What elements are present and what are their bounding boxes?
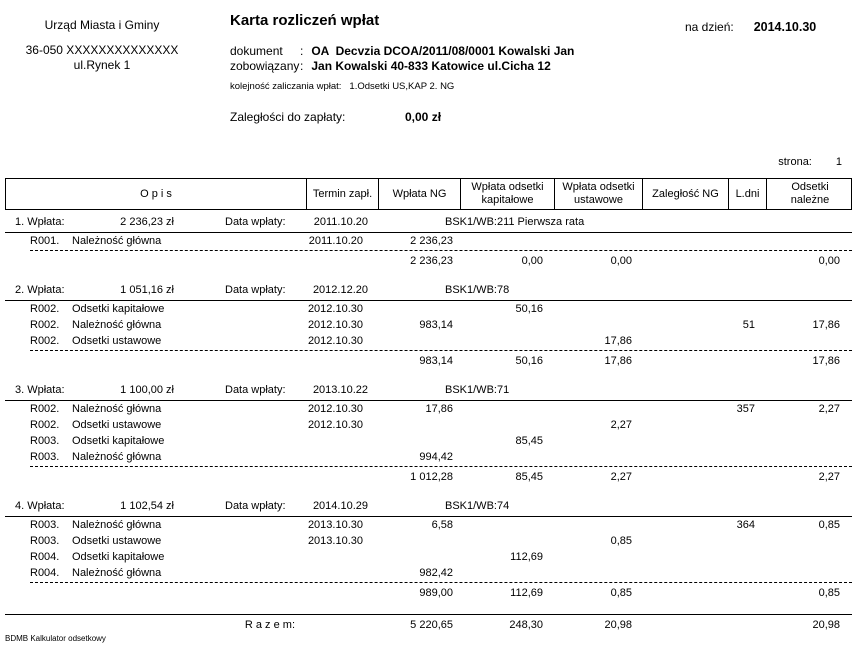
payment-number: 2. Wpłata: (15, 284, 65, 296)
settlement-row (5, 517, 852, 533)
cell-zaleglosc-ng (642, 517, 728, 533)
cell-wplata-ng (378, 417, 460, 433)
cell-odsetki-kapitalowe: 112,69 (510, 551, 543, 563)
col-header-odsetki-nalezne (767, 179, 853, 209)
cell-odsetki-nalezne (766, 533, 852, 549)
cell-wplata-ng: 6,58 (431, 519, 453, 531)
cell-opis (5, 565, 306, 581)
settlement-row (5, 333, 852, 349)
col-header-wplata-odsetki-ustawowe: Wpłata odsetki ustawowe (555, 179, 643, 209)
installment-code: R003. (30, 451, 60, 463)
installment-code: R002. (30, 403, 60, 415)
cell-odsetki-ustawowe: 0,00 (610, 255, 632, 267)
installment-desc: Należność główna (72, 519, 162, 531)
dashed-separator (30, 466, 852, 467)
obligor-label: zobowiązany (230, 59, 300, 73)
allocation-order-label: kolejność zaliczania wpłat: (230, 81, 342, 92)
payment-amount: 1 102,54 zł (120, 500, 174, 512)
cell-opis (5, 449, 306, 465)
settlement-row (5, 449, 852, 465)
cell-odsetki-kapitalowe (460, 449, 554, 465)
grand-total-row (5, 615, 852, 635)
installment-code: R002. (30, 419, 60, 431)
cell-zaleglosc-ng (642, 585, 728, 601)
cell-odsetki-ustawowe (554, 301, 642, 317)
payment-date-label: Data wpłaty: (225, 216, 286, 228)
settlement-table (5, 178, 852, 635)
cell-odsetki-kapitalowe (460, 333, 554, 349)
installment-code: R003. (30, 535, 60, 547)
arrears-label: Zaległości do zapłaty: (230, 110, 346, 124)
arrears-line (230, 110, 570, 124)
cell-odsetki-ustawowe (554, 549, 642, 565)
document-label: dokument (230, 44, 283, 58)
cell-ldni (728, 469, 766, 485)
section-subtotal-row (5, 585, 852, 601)
payment-bank-doc: BSK1/WB:211 Pierwsza rata (445, 216, 585, 228)
payment-header-row (5, 283, 852, 301)
installment-desc: Należność główna (72, 403, 162, 415)
cell-odsetki-nalezne (766, 233, 852, 249)
cell-wplata-ng: 994,42 (419, 451, 453, 463)
cell-wplata-ng: 2 236,23 (410, 255, 453, 267)
settlement-row (5, 301, 852, 317)
payment-date: 2013.10.22 (312, 384, 368, 396)
table-header-row (5, 178, 852, 210)
installment-desc: Należność główna (72, 451, 162, 463)
cell-zaleglosc-ng (642, 233, 728, 249)
page-number-value: 1 (835, 156, 842, 168)
payment-bank-doc: BSK1/WB:74 (445, 500, 510, 512)
office-address-block (8, 18, 196, 73)
cell-odsetki-ustawowe: 17,86 (604, 355, 632, 367)
cell-opis (5, 433, 306, 449)
cell-odsetki-kapitalowe (460, 417, 554, 433)
cell-termin (306, 449, 378, 465)
office-street: ul.Rynek 1 (73, 58, 131, 72)
page-title: Karta rozliczeń wpłat (230, 12, 380, 29)
total-label: R a z e m: (244, 619, 295, 631)
settlement-row (5, 233, 852, 249)
installment-desc: Odsetki kapitałowe (72, 551, 165, 563)
cell-zaleglosc-ng (642, 449, 728, 465)
dashed-separator (30, 582, 852, 583)
cell-termin: 2012.10.30 (307, 303, 363, 315)
cell-ldni (728, 433, 766, 449)
cell-odsetki-nalezne: 2,27 (818, 471, 840, 483)
col-header-odsetki-nalezne-text: Odsetki należne (790, 181, 830, 206)
cell-ldni (728, 585, 766, 601)
dashed-separator (30, 250, 852, 251)
cell-termin (306, 585, 378, 601)
cell-odsetki-nalezne (766, 565, 852, 581)
settlement-row (5, 433, 852, 449)
cell-odsetki-nalezne: 17,86 (812, 355, 840, 367)
app-footer: BDMB Kalkulator odsetkowy (5, 634, 106, 643)
cell-odsetki-ustawowe (554, 565, 642, 581)
cell-odsetki-nalezne: 0,85 (818, 587, 840, 599)
cell-odsetki-kapitalowe (460, 317, 554, 333)
cell-termin: 2012.10.30 (307, 419, 363, 431)
arrears-value: 0,00 zł (405, 110, 442, 124)
cell-wplata-ng: 1 012,28 (410, 471, 453, 483)
installment-code: R003. (30, 519, 60, 531)
installment-desc: Należność główna (72, 567, 162, 579)
cell-opis (5, 317, 306, 333)
installment-desc: Należność główna (72, 319, 162, 331)
cell-ldni (728, 253, 766, 269)
installment-desc: Odsetki ustawowe (72, 419, 162, 431)
cell-odsetki-nalezne: 17,86 (812, 319, 840, 331)
cell-odsetki-kapitalowe (460, 401, 554, 417)
cell-odsetki-kapitalowe (460, 533, 554, 549)
payment-bank-doc: BSK1/WB:78 (445, 284, 510, 296)
cell-opis (5, 301, 306, 317)
payment-bank-doc: BSK1/WB:71 (445, 384, 510, 396)
page-number-label: strona: (778, 156, 812, 168)
cell-ldni (728, 549, 766, 565)
col-header-termin-zapl: Termin zapł. (307, 179, 379, 209)
installment-code: R001. (30, 235, 60, 247)
cell-zaleglosc-ng (642, 353, 728, 369)
payment-number: 1. Wpłata: (15, 216, 65, 228)
cell-odsetki-ustawowe: 0,85 (610, 535, 632, 547)
installment-desc: Należność główna (72, 235, 162, 247)
col-header-wplata-ng: Wpłata NG (379, 179, 461, 209)
section-subtotal-row (5, 469, 852, 485)
cell-termin: 2013.10.30 (307, 535, 363, 547)
as-of-line (685, 20, 816, 34)
cell-odsetki-kapitalowe: 50,16 (515, 355, 543, 367)
cell-odsetki-ustawowe (554, 449, 642, 465)
cell-ldni (728, 301, 766, 317)
cell-wplata-ng: 982,42 (419, 567, 453, 579)
cell-zaleglosc-ng (642, 401, 728, 417)
cell-zaleglosc-ng (642, 333, 728, 349)
settlement-row (5, 317, 852, 333)
cell-odsetki-ustawowe (554, 233, 642, 249)
obligor-value: Jan Kowalski 40-833 Katowice ul.Cicha 12 (311, 59, 551, 73)
payment-section-2 (5, 283, 852, 369)
col-header-wplata-odsetki-kapitalowe: Wpłata odsetki kapitałowe (461, 179, 555, 209)
cell-zaleglosc-ng (642, 533, 728, 549)
cell-ldni: 357 (736, 403, 755, 415)
cell-odsetki-kapitalowe: 85,45 (515, 435, 543, 447)
cell-odsetki-ustawowe: 2,27 (610, 471, 632, 483)
as-of-label: na dzień: (685, 20, 734, 34)
payment-date-label: Data wpłaty: (225, 500, 286, 512)
allocation-order-value: 1.Odsetki US,KAP 2. NG (349, 81, 455, 92)
obligor-colon: : (300, 59, 304, 73)
installment-desc: Odsetki ustawowe (72, 335, 162, 347)
cell-wplata-ng (378, 433, 460, 449)
cell-odsetki-kapitalowe: 50,16 (515, 303, 543, 315)
cell-opis (5, 401, 306, 417)
cell-odsetki-nalezne (766, 301, 852, 317)
cell-zaleglosc-ng (642, 301, 728, 317)
cell-zaleglosc-ng (642, 253, 728, 269)
cell-opis (5, 417, 306, 433)
cell-odsetki-kapitalowe (460, 517, 554, 533)
payment-number: 3. Wpłata: (15, 384, 65, 396)
office-name: Urząd Miasta i Gminy (44, 18, 160, 32)
payment-date: 2014.10.29 (312, 500, 368, 512)
payment-section-3 (5, 383, 852, 485)
allocation-order-line (230, 81, 454, 92)
cell-odsetki-kapitalowe (460, 233, 554, 249)
installment-code: R002. (30, 319, 60, 331)
installment-code: R004. (30, 551, 60, 563)
cell-termin: 2011.10.20 (308, 235, 363, 247)
cell-termin (306, 549, 378, 565)
cell-wplata-ng (378, 301, 460, 317)
cell-termin: 2012.10.30 (307, 403, 363, 415)
cell-odsetki-nalezne (766, 549, 852, 565)
cell-termin (306, 565, 378, 581)
cell-odsetki-ustawowe: 2,27 (610, 419, 632, 431)
cell-zaleglosc-ng (642, 615, 728, 635)
cell-wplata-ng: 2 236,23 (410, 235, 453, 247)
cell-wplata-ng (378, 533, 460, 549)
cell-opis (5, 353, 306, 369)
payment-date: 2012.12.20 (312, 284, 368, 296)
cell-zaleglosc-ng (642, 469, 728, 485)
col-header-zaleglosc-ng: Zaległość NG (643, 179, 729, 209)
cell-odsetki-nalezne (766, 333, 852, 349)
cell-termin (306, 353, 378, 369)
payment-amount: 1 100,00 zł (120, 384, 174, 396)
cell-odsetki-ustawowe (554, 433, 642, 449)
installment-code: R002. (30, 303, 60, 315)
cell-odsetki-ustawowe (554, 317, 642, 333)
cell-odsetki-nalezne: 0,00 (818, 255, 840, 267)
cell-zaleglosc-ng (642, 317, 728, 333)
settlement-row (5, 549, 852, 565)
cell-termin (306, 469, 378, 485)
cell-odsetki-nalezne: 20,98 (812, 619, 840, 631)
payment-date: 2011.10.20 (313, 216, 368, 228)
cell-opis (5, 517, 306, 533)
page-header (0, 0, 855, 178)
cell-odsetki-kapitalowe: 112,69 (510, 587, 543, 599)
office-postal: 36-050 XXXXXXXXXXXXXX (25, 43, 179, 57)
installment-desc: Odsetki kapitałowe (72, 435, 165, 447)
cell-opis (5, 469, 306, 485)
cell-wplata-ng: 983,14 (419, 319, 453, 331)
cell-wplata-ng (378, 333, 460, 349)
cell-wplata-ng: 17,86 (425, 403, 453, 415)
cell-ldni (728, 615, 766, 635)
document-colon: : (300, 44, 304, 58)
payment-date-label: Data wpłaty: (225, 384, 286, 396)
cell-odsetki-nalezne (766, 417, 852, 433)
cell-odsetki-ustawowe (554, 401, 642, 417)
cell-odsetki-kapitalowe: 85,45 (515, 471, 543, 483)
cell-termin: 2012.10.30 (307, 335, 363, 347)
cell-termin: 2012.10.30 (307, 319, 363, 331)
document-value: OA Decvzia DCOA/2011/08/0001 Kowalski Jan (311, 44, 575, 58)
cell-odsetki-nalezne: 0,85 (818, 519, 840, 531)
payment-header-row (5, 383, 852, 401)
page-number-line (778, 156, 842, 168)
section-subtotal-row (5, 253, 852, 269)
payment-section-4 (5, 499, 852, 601)
document-line (230, 44, 574, 59)
dashed-separator (30, 350, 852, 351)
cell-wplata-ng: 983,14 (419, 355, 453, 367)
payment-header-row (5, 215, 852, 233)
installment-code: R002. (30, 335, 60, 347)
cell-odsetki-ustawowe: 17,86 (604, 335, 632, 347)
col-header-opis: O p i s (6, 179, 307, 209)
cell-odsetki-ustawowe: 20,98 (604, 619, 632, 631)
cell-zaleglosc-ng (642, 565, 728, 581)
cell-ldni (728, 533, 766, 549)
cell-wplata-ng: 989,00 (419, 587, 453, 599)
installment-desc: Odsetki ustawowe (72, 535, 162, 547)
col-header-ldni: L.dni (729, 179, 767, 209)
payment-section-1 (5, 215, 852, 269)
settlement-row (5, 533, 852, 549)
payment-amount: 2 236,23 zł (120, 216, 174, 228)
cell-odsetki-nalezne (766, 449, 852, 465)
cell-wplata-ng: 5 220,65 (410, 619, 453, 631)
cell-ldni (728, 333, 766, 349)
cell-opis (5, 253, 306, 269)
cell-ldni (728, 417, 766, 433)
settlement-row (5, 417, 852, 433)
cell-odsetki-kapitalowe: 0,00 (521, 255, 543, 267)
as-of-date: 2014.10.30 (753, 20, 817, 34)
cell-termin: 2013.10.30 (307, 519, 363, 531)
cell-opis (5, 585, 306, 601)
section-subtotal-row (5, 353, 852, 369)
cell-odsetki-ustawowe (554, 517, 642, 533)
cell-odsetki-ustawowe: 0,85 (610, 587, 632, 599)
cell-opis (5, 333, 306, 349)
payment-amount: 1 051,16 zł (120, 284, 174, 296)
cell-ldni (728, 449, 766, 465)
payment-number: 4. Wpłata: (15, 500, 65, 512)
cell-odsetki-kapitalowe (460, 565, 554, 581)
cell-opis (5, 233, 306, 249)
payment-date-label: Data wpłaty: (225, 284, 286, 296)
cell-opis (5, 533, 306, 549)
cell-odsetki-kapitalowe: 248,30 (509, 619, 543, 631)
cell-termin (306, 433, 378, 449)
payment-header-row (5, 499, 852, 517)
cell-zaleglosc-ng (642, 549, 728, 565)
cell-termin (306, 615, 378, 635)
cell-zaleglosc-ng (642, 433, 728, 449)
installment-code: R003. (30, 435, 60, 447)
installment-code: R004. (30, 567, 60, 579)
cell-ldni: 51 (742, 319, 755, 331)
cell-ldni (728, 565, 766, 581)
cell-termin (306, 253, 378, 269)
cell-ldni (728, 353, 766, 369)
installment-desc: Odsetki kapitałowe (72, 303, 165, 315)
cell-ldni: 364 (736, 519, 755, 531)
cell-ldni (728, 233, 766, 249)
settlement-row (5, 401, 852, 417)
settlement-row (5, 565, 852, 581)
cell-odsetki-nalezne (766, 433, 852, 449)
cell-wplata-ng (378, 549, 460, 565)
cell-zaleglosc-ng (642, 417, 728, 433)
cell-odsetki-nalezne: 2,27 (818, 403, 840, 415)
cell-opis (5, 549, 306, 565)
obligor-line (230, 59, 551, 74)
